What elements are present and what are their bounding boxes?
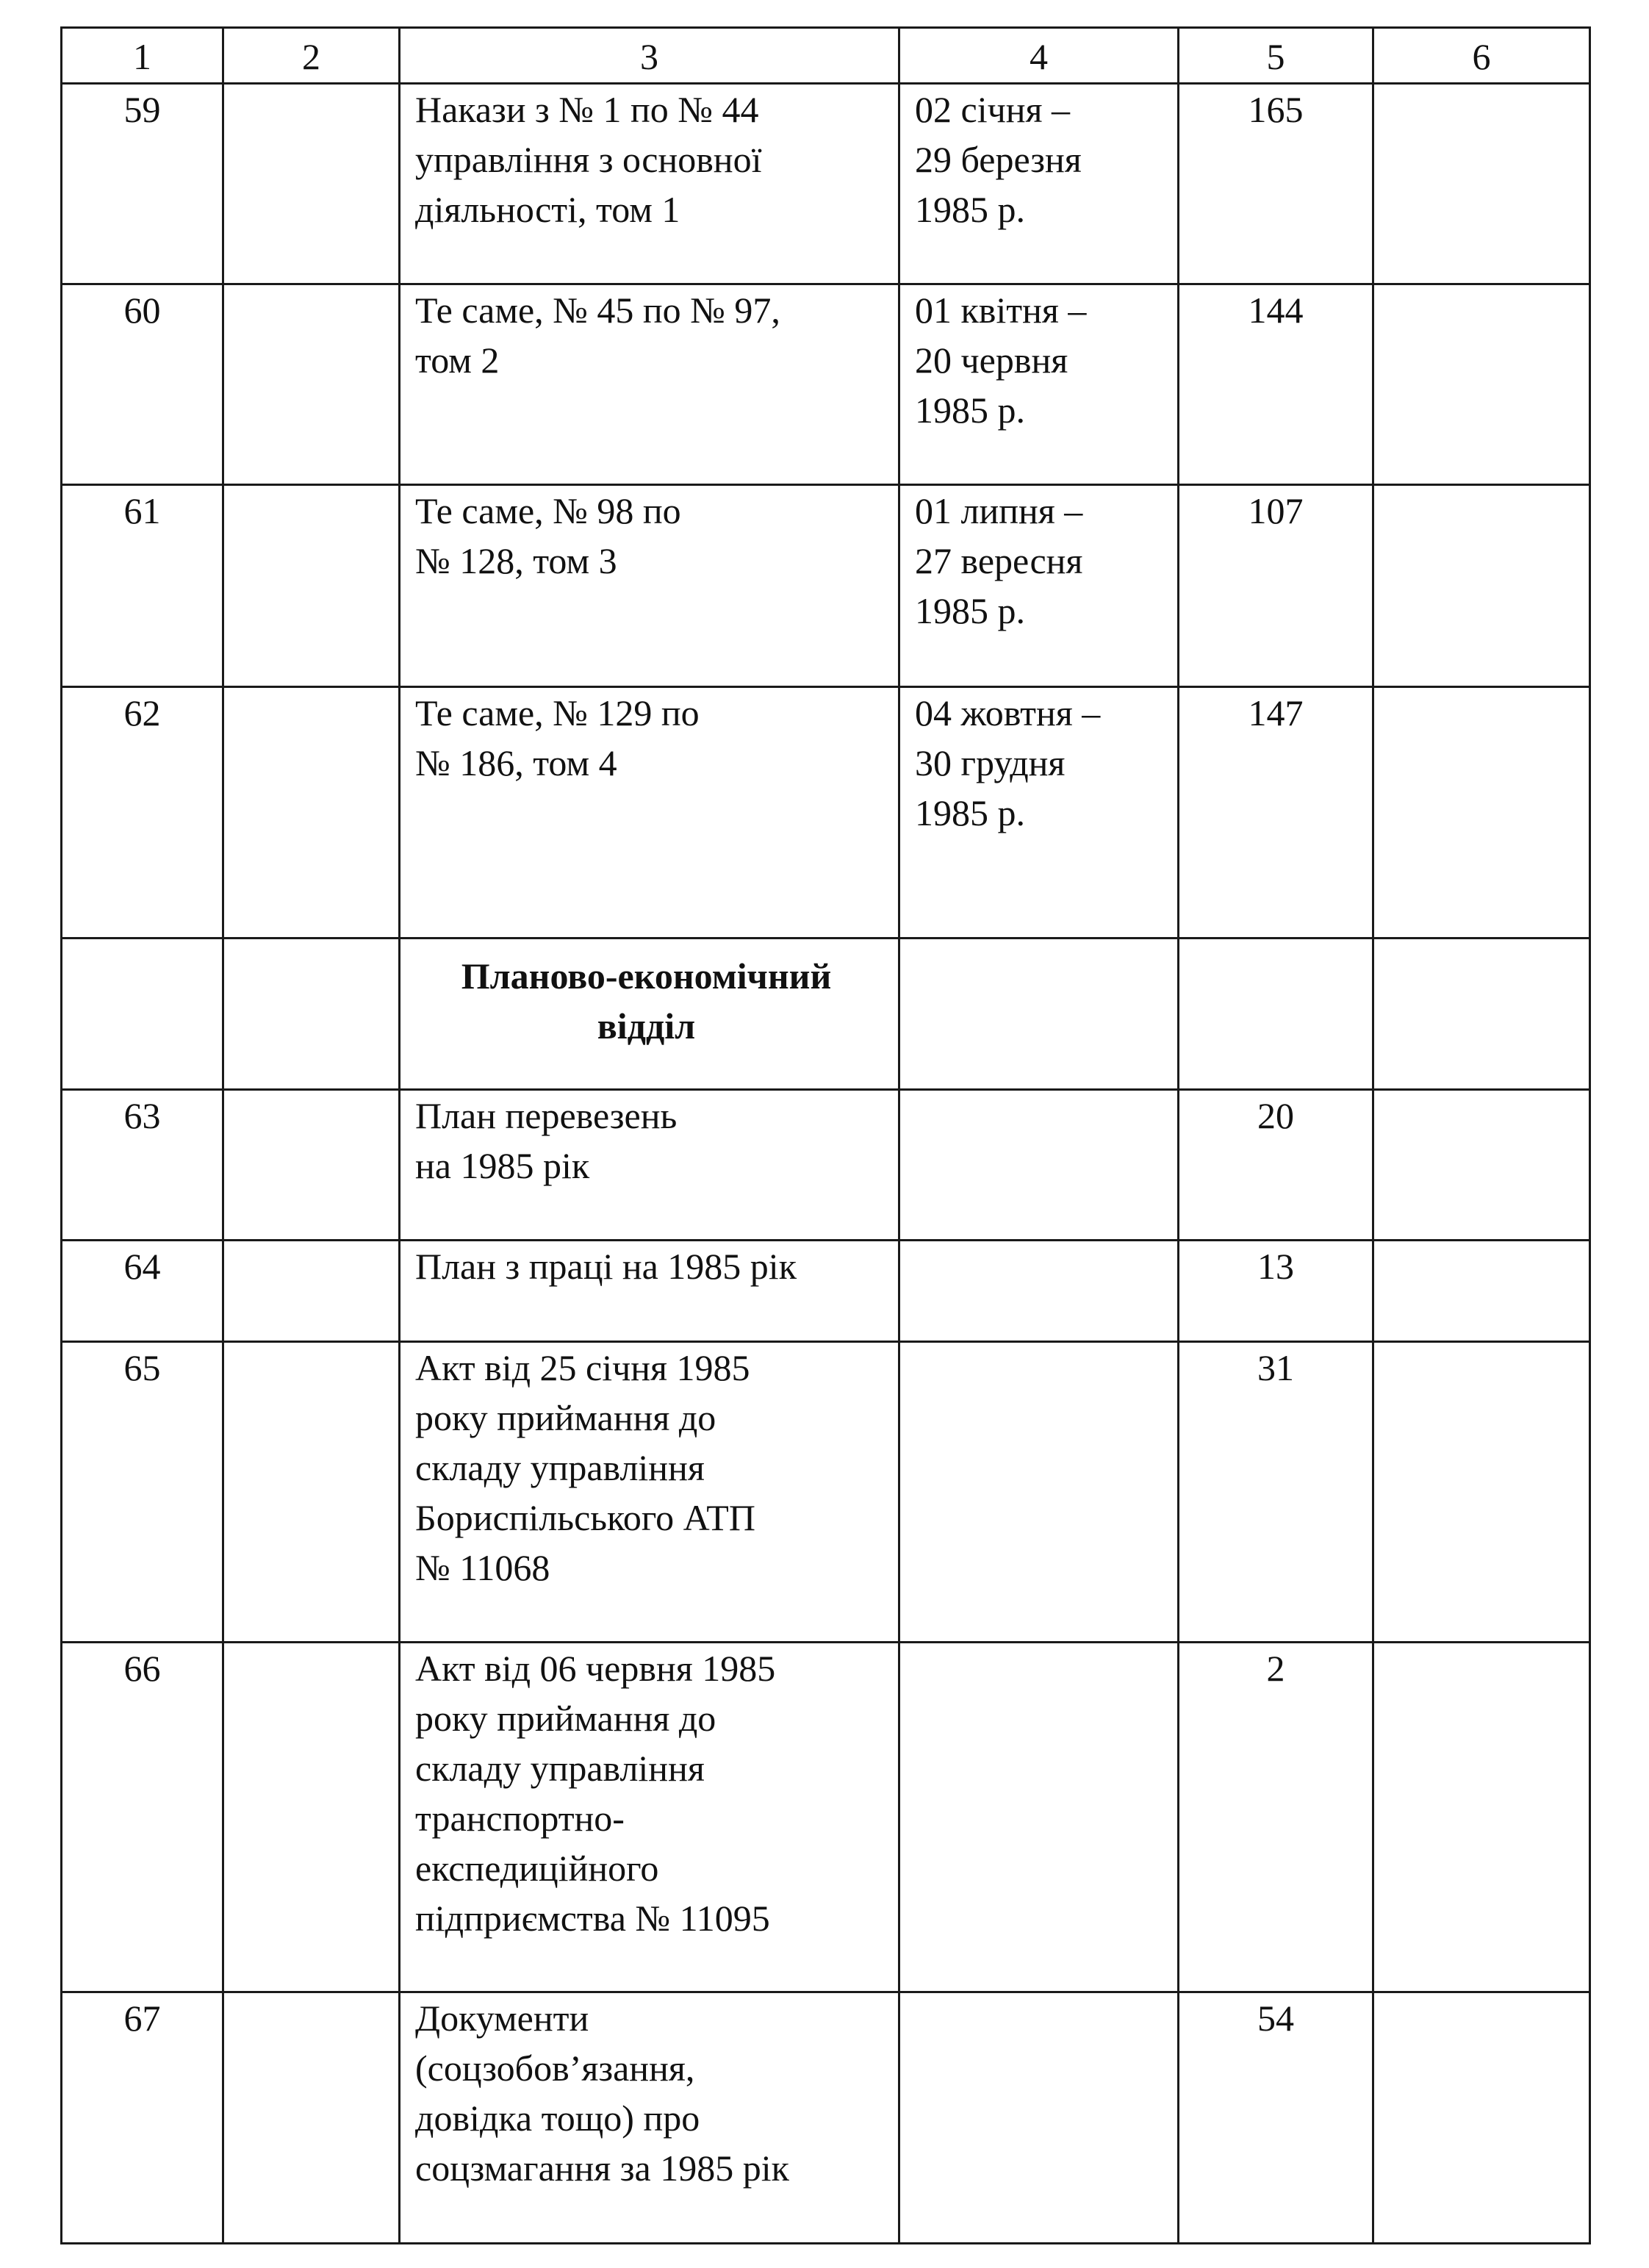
title-cell-line: управління з основної bbox=[415, 139, 762, 180]
title-cell-line: том 2 bbox=[415, 340, 500, 381]
note-cell bbox=[1373, 1643, 1590, 1992]
sheet-count: 31 bbox=[1179, 1342, 1373, 1643]
row-number: 59 bbox=[62, 84, 223, 284]
dates-cell bbox=[899, 1992, 1179, 2244]
header-cell-1: 1 bbox=[62, 28, 223, 84]
table-row bbox=[62, 1090, 1590, 1241]
sheet-count: 147 bbox=[1179, 687, 1373, 939]
dates-cell-line: 27 вересня bbox=[915, 540, 1083, 581]
index-cell bbox=[223, 1241, 400, 1342]
dates-cell-line: 1985 р. bbox=[915, 189, 1025, 230]
title-cell-line: транспортно- bbox=[415, 1798, 625, 1839]
index-cell bbox=[223, 1992, 400, 2244]
section-row bbox=[62, 939, 1590, 1090]
table-row bbox=[62, 84, 1590, 284]
title-cell-line: року приймання до bbox=[415, 1698, 716, 1739]
title-cell-line: Бориспільського АТП bbox=[415, 1497, 755, 1538]
index-cell bbox=[223, 1342, 400, 1643]
note-cell bbox=[1373, 1241, 1590, 1342]
title-cell bbox=[400, 1992, 899, 2244]
note-cell bbox=[1373, 485, 1590, 687]
sheet-count: 54 bbox=[1179, 1992, 1373, 2244]
title-cell bbox=[400, 1090, 899, 1241]
title-cell-line: експедиційного bbox=[415, 1848, 659, 1889]
header-row bbox=[62, 28, 1590, 84]
header-cell-4: 4 bbox=[899, 28, 1179, 84]
header-cell-6: 6 bbox=[1373, 28, 1590, 84]
row-number: 65 bbox=[62, 1342, 223, 1643]
dates-cell bbox=[899, 284, 1179, 485]
title-cell-line: Документи bbox=[415, 1998, 589, 2039]
inventory-table bbox=[60, 26, 1591, 2244]
row-number: 64 bbox=[62, 1241, 223, 1342]
section-title-line: Планово-економічний bbox=[461, 955, 832, 997]
table-row bbox=[62, 1342, 1590, 1643]
title-cell-line: Акт від 25 січня 1985 bbox=[415, 1347, 750, 1388]
dates-cell bbox=[899, 1090, 1179, 1241]
title-cell-line: складу управління bbox=[415, 1447, 705, 1488]
title-cell bbox=[400, 1342, 899, 1643]
title-cell bbox=[400, 1241, 899, 1342]
index-cell bbox=[223, 284, 400, 485]
dates-cell-line: 1985 р. bbox=[915, 390, 1025, 431]
index-cell bbox=[223, 1090, 400, 1241]
title-cell-line: року приймання до bbox=[415, 1397, 716, 1438]
dates-cell bbox=[899, 687, 1179, 939]
header-cell-3: 3 bbox=[400, 28, 899, 84]
dates-cell-line: 01 липня – bbox=[915, 490, 1083, 531]
empty-cell bbox=[223, 939, 400, 1090]
title-cell-line: № 186, том 4 bbox=[415, 742, 617, 783]
dates-cell bbox=[899, 84, 1179, 284]
table-row bbox=[62, 1992, 1590, 2244]
sheet-count: 107 bbox=[1179, 485, 1373, 687]
dates-cell bbox=[899, 485, 1179, 687]
title-cell-line: Те саме, № 45 по № 97, bbox=[415, 290, 780, 331]
header-cell-5: 5 bbox=[1179, 28, 1373, 84]
dates-cell bbox=[899, 1342, 1179, 1643]
dates-cell bbox=[899, 1241, 1179, 1342]
note-cell bbox=[1373, 687, 1590, 939]
title-cell-line: План з праці на 1985 рік bbox=[415, 1246, 797, 1287]
note-cell bbox=[1373, 1992, 1590, 2244]
index-cell bbox=[223, 84, 400, 284]
dates-cell bbox=[899, 1643, 1179, 1992]
dates-cell-line: 29 березня bbox=[915, 139, 1082, 180]
title-cell bbox=[400, 84, 899, 284]
table-row bbox=[62, 284, 1590, 485]
title-cell-line: Те саме, № 129 по bbox=[415, 692, 700, 733]
empty-cell bbox=[62, 939, 223, 1090]
title-cell-line: (соцзобов’язання, bbox=[415, 2048, 695, 2089]
title-cell-line: підприємства № 11095 bbox=[415, 1898, 770, 1939]
sheet-count: 144 bbox=[1179, 284, 1373, 485]
index-cell bbox=[223, 1643, 400, 1992]
row-number: 63 bbox=[62, 1090, 223, 1241]
note-cell bbox=[1373, 284, 1590, 485]
title-cell bbox=[400, 687, 899, 939]
title-cell-line: № 128, том 3 bbox=[415, 540, 617, 581]
empty-cell bbox=[899, 939, 1179, 1090]
title-cell bbox=[400, 1643, 899, 1992]
empty-cell bbox=[1179, 939, 1373, 1090]
empty-cell bbox=[1373, 939, 1590, 1090]
sheet-count: 165 bbox=[1179, 84, 1373, 284]
dates-cell-line: 04 жовтня – bbox=[915, 692, 1101, 733]
dates-cell-line: 1985 р. bbox=[915, 590, 1025, 631]
table-row bbox=[62, 687, 1590, 939]
index-cell bbox=[223, 485, 400, 687]
title-cell-line: Накази з № 1 по № 44 bbox=[415, 89, 759, 130]
note-cell bbox=[1373, 84, 1590, 284]
row-number: 66 bbox=[62, 1643, 223, 1992]
index-cell bbox=[223, 687, 400, 939]
dates-cell-line: 02 січня – bbox=[915, 89, 1070, 130]
title-cell-line: № 11068 bbox=[415, 1547, 550, 1588]
dates-cell-line: 30 грудня bbox=[915, 742, 1066, 783]
note-cell bbox=[1373, 1342, 1590, 1643]
header-cell-2: 2 bbox=[223, 28, 400, 84]
row-number: 67 bbox=[62, 1992, 223, 2244]
section-title bbox=[400, 939, 899, 1090]
table-row bbox=[62, 485, 1590, 687]
sheet-count: 13 bbox=[1179, 1241, 1373, 1342]
row-number: 61 bbox=[62, 485, 223, 687]
sheet-count: 2 bbox=[1179, 1643, 1373, 1992]
title-cell-line: Акт від 06 червня 1985 bbox=[415, 1648, 776, 1689]
note-cell bbox=[1373, 1090, 1590, 1241]
dates-cell-line: 01 квітня – bbox=[915, 290, 1087, 331]
row-number: 60 bbox=[62, 284, 223, 485]
title-cell-line: діяльності, том 1 bbox=[415, 189, 680, 230]
title-cell bbox=[400, 485, 899, 687]
title-cell bbox=[400, 284, 899, 485]
title-cell-line: складу управління bbox=[415, 1748, 705, 1789]
dates-cell-line: 1985 р. bbox=[915, 792, 1025, 833]
section-title-line: відділ bbox=[597, 1005, 696, 1047]
dates-cell-line: 20 червня bbox=[915, 340, 1068, 381]
table-row bbox=[62, 1241, 1590, 1342]
table-row bbox=[62, 1643, 1590, 1992]
sheet-count: 20 bbox=[1179, 1090, 1373, 1241]
title-cell-line: довідка тощо) про bbox=[415, 2097, 700, 2139]
title-cell-line: на 1985 рік bbox=[415, 1145, 590, 1186]
title-cell-line: План перевезень bbox=[415, 1095, 678, 1136]
row-number: 62 bbox=[62, 687, 223, 939]
title-cell-line: соцзмагання за 1985 рік bbox=[415, 2147, 789, 2189]
title-cell-line: Те саме, № 98 по bbox=[415, 490, 681, 531]
